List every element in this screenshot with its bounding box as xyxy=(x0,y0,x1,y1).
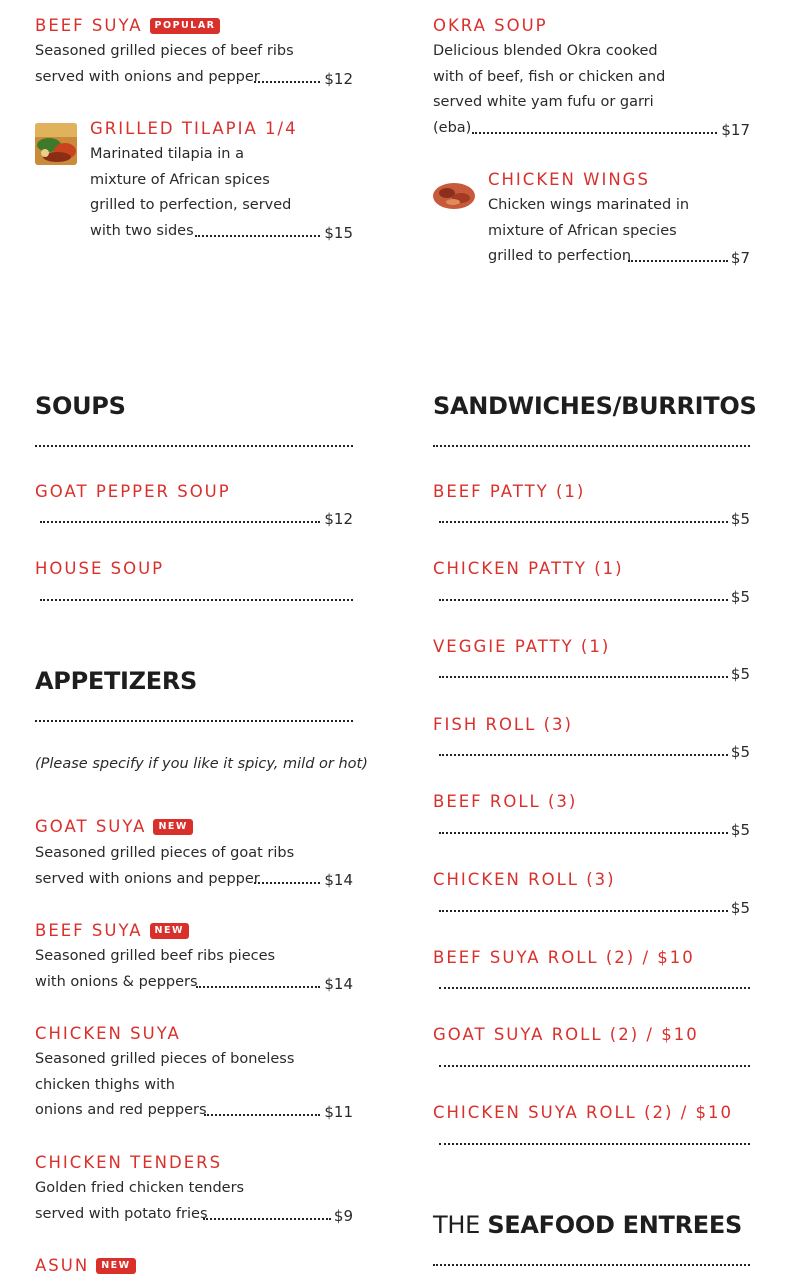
tilapia-photo-icon xyxy=(35,123,77,165)
item-price: $14 xyxy=(324,871,353,889)
item-price: $5 xyxy=(730,665,750,683)
item-description: Seasoned grilled beef ribs pieces with onions & peppers xyxy=(35,948,276,990)
section-title-appetizers: APPETIZERS xyxy=(35,667,198,695)
item-name: ASUN NEW xyxy=(35,1256,136,1276)
section-divider xyxy=(433,1264,750,1266)
item-name: CHICKEN SUYA xyxy=(35,1024,181,1043)
item-name: BEEF SUYA ROLL (2) / $10 xyxy=(433,948,695,967)
price-leader-dots xyxy=(628,260,728,262)
item-name: OKRA SOUP xyxy=(433,16,548,35)
section-divider xyxy=(433,445,750,447)
item-price: $17 xyxy=(721,121,750,139)
item-name: BEEF PATTY (1) xyxy=(433,482,586,501)
price-leader-dots xyxy=(196,986,320,988)
price-leader-dots xyxy=(439,676,728,678)
item-name: CHICKEN ROLL (3) xyxy=(433,870,616,889)
item-name: VEGGIE PATTY (1) xyxy=(433,637,611,656)
item-name: GRILLED TILAPIA 1/4 xyxy=(90,119,298,138)
price-leader-dots xyxy=(472,132,717,134)
price-leader-dots xyxy=(439,599,728,601)
item-name: GOAT SUYA NEW xyxy=(35,817,193,837)
popular-badge: POPULAR xyxy=(150,18,221,34)
item-description: Delicious blended Okra cooked with of beef, fish or chicken and served white yam fufu or garri (eba) xyxy=(433,43,666,136)
item-name: BEEF ROLL (3) xyxy=(433,792,578,811)
item-price: $5 xyxy=(730,821,750,839)
price-leader-dots xyxy=(204,1114,320,1116)
item-name: CHICKEN TENDERS xyxy=(35,1153,223,1172)
item-description: Marinated tilapia in a mixture of African spices grilled to perfection, served with two sides xyxy=(90,146,292,239)
item-description: Chicken wings marinated in mixture of African species grilled to perfection xyxy=(488,197,690,264)
item-name: BEEF SUYA POPULAR xyxy=(35,16,220,36)
item-description: Seasoned grilled pieces of boneless chicken thighs with onions and red peppers xyxy=(35,1051,295,1118)
item-name: GOAT PEPPER SOUP xyxy=(35,482,231,501)
item-name: HOUSE SOUP xyxy=(35,559,165,578)
item-name: GOAT SUYA ROLL (2) / $10 xyxy=(433,1025,699,1044)
price-leader-dots xyxy=(40,521,320,523)
section-title-sandwiches: SANDWICHES/BURRITOS xyxy=(433,392,757,420)
new-badge: NEW xyxy=(150,923,189,939)
section-divider xyxy=(35,720,353,722)
price-leader-dots xyxy=(203,1218,331,1220)
item-name: CHICKEN PATTY (1) xyxy=(433,559,624,578)
section-title-soups: SOUPS xyxy=(35,392,126,420)
price-leader-dots xyxy=(439,832,728,834)
price-leader-dots xyxy=(40,599,353,601)
section-divider xyxy=(35,445,353,447)
item-name: CHICKEN WINGS xyxy=(488,170,650,189)
price-leader-dots xyxy=(254,882,320,884)
item-description: Seasoned grilled pieces of goat ribs served with onions and pepper xyxy=(35,845,295,887)
item-price: $5 xyxy=(730,510,750,528)
spice-note: (Please specify if you like it spicy, mild or hot) xyxy=(35,756,368,772)
item-price: $5 xyxy=(730,899,750,917)
item-price: $12 xyxy=(324,70,353,88)
section-title-seafood: THE SEAFOOD ENTREES xyxy=(433,1211,742,1239)
item-price: $7 xyxy=(730,249,750,267)
item-name: BEEF SUYA NEW xyxy=(35,921,189,941)
price-leader-dots xyxy=(195,235,320,237)
price-leader-dots xyxy=(439,1065,750,1067)
item-price: $5 xyxy=(730,743,750,761)
item-description: Golden fried chicken tenders served with potato fries xyxy=(35,1180,245,1222)
new-badge: NEW xyxy=(153,819,192,835)
item-price: $11 xyxy=(324,1103,353,1121)
price-leader-dots xyxy=(254,81,320,83)
price-leader-dots xyxy=(439,1143,750,1145)
item-price: $14 xyxy=(324,975,353,993)
price-leader-dots xyxy=(439,754,728,756)
item-price: $12 xyxy=(324,510,353,528)
price-leader-dots xyxy=(439,521,728,523)
item-name: FISH ROLL (3) xyxy=(433,715,573,734)
item-price: $5 xyxy=(730,588,750,606)
item-price: $15 xyxy=(324,224,353,242)
new-badge: NEW xyxy=(96,1258,135,1274)
chicken-wings-photo-icon xyxy=(433,174,475,216)
item-name: CHICKEN SUYA ROLL (2) / $10 xyxy=(433,1103,734,1122)
price-leader-dots xyxy=(439,910,728,912)
item-description: Seasoned grilled pieces of beef ribs served with onions and pepper xyxy=(35,43,294,85)
item-price: $9 xyxy=(333,1207,353,1225)
price-leader-dots xyxy=(439,987,750,989)
